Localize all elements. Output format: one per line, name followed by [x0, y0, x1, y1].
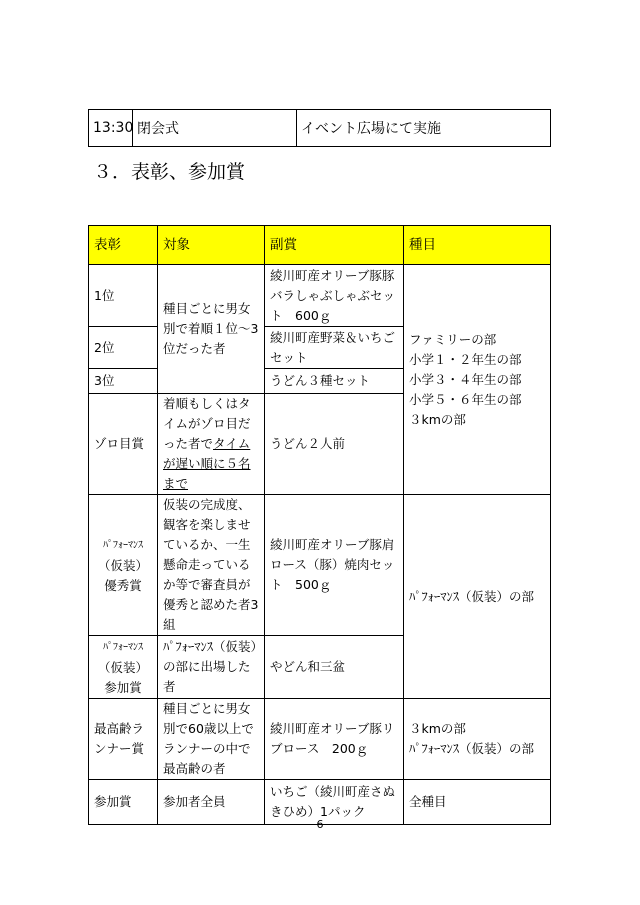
schedule-time: 13:30 — [89, 110, 133, 147]
award-perf-excellence — [89, 495, 158, 636]
prize-rank1: 綾川町産オリーブ豚豚バラしゃぶしゃぶセット 600ｇ — [265, 265, 404, 327]
rank-category-line: 小学５・６年生の部 — [409, 391, 522, 407]
perf-category: ﾊﾟﾌｫｰﾏﾝｽ（仮装）の部 — [404, 495, 551, 699]
award-perf-participation — [89, 636, 158, 699]
award-perf-line: 優秀賞 — [104, 578, 142, 593]
rank-category-line: ３kmの部 — [409, 411, 466, 427]
oldest-category — [404, 699, 551, 780]
zoro-target-underlined: タイムが遅い順に５名まで — [163, 436, 251, 491]
participation-category: 全種目 — [404, 780, 551, 825]
award-table — [88, 225, 551, 825]
award-perf-line: ﾊﾟﾌｫｰﾏﾝｽ — [103, 642, 143, 653]
schedule-row-table — [88, 109, 551, 147]
table-row-oldest — [89, 699, 551, 780]
award-perf-line: ﾊﾟﾌｫｰﾏﾝｽ — [103, 540, 143, 551]
header-target: 対象 — [158, 226, 265, 265]
prize-perf-participation: やどん和三盆 — [265, 636, 404, 699]
schedule-event: 閉会式 — [133, 110, 297, 147]
award-rank3: 3位 — [89, 369, 158, 394]
table-row-rank1 — [89, 265, 551, 327]
award-oldest: 最高齢ランナー賞 — [89, 699, 158, 780]
award-participation: 参加賞 — [89, 780, 158, 825]
award-rank1: 1位 — [89, 265, 158, 327]
prize-perf-excellence: 綾川町産オリーブ豚肩ロース（豚）焼肉セット 500ｇ — [265, 495, 404, 636]
oldest-category-line: ﾊﾟﾌｫｰﾏﾝｽ（仮装）の部 — [409, 741, 535, 756]
header-prize: 副賞 — [265, 226, 404, 265]
prize-rank2: 綾川町産野菜＆いちごセット — [265, 327, 404, 369]
page-number: 6 — [316, 818, 324, 831]
participation-target: 参加者全員 — [158, 780, 265, 825]
rank-target: 種目ごとに男女別で着順１位～3位だった者 — [158, 265, 265, 394]
rank-category — [404, 265, 551, 495]
award-perf-line: （仮装） — [97, 558, 148, 573]
header-category: 種目 — [404, 226, 551, 265]
table-header-row — [89, 226, 551, 265]
perf-participation-target: ﾊﾟﾌｫｰﾏﾝｽ（仮装）の部に出場した者 — [158, 636, 265, 699]
award-rank2: 2位 — [89, 327, 158, 369]
award-perf-line: （仮装） — [97, 660, 148, 675]
rank-category-line: ファミリーの部 — [409, 331, 497, 347]
schedule-note: イベント広場にて実施 — [297, 110, 551, 147]
zoro-target — [158, 394, 265, 495]
header-award: 表彰 — [89, 226, 158, 265]
rank-category-line: 小学１・２年生の部 — [409, 351, 522, 367]
oldest-category-line: ３kmの部 — [409, 721, 466, 736]
table-row-perf-excellence — [89, 495, 551, 636]
rank-category-line: 小学３・４年生の部 — [409, 371, 522, 387]
section-heading: ３．表彰、参加賞 — [93, 161, 246, 183]
perf-excellence-target: 仮装の完成度、観客を楽しませているか、一生懸命走っているか等で審査員が優秀と認めた者3組 — [158, 495, 265, 636]
prize-rank3: うどん３種セット — [265, 369, 404, 394]
prize-participation: いちご（綾川町産さぬきひめ）1パック — [265, 780, 404, 825]
prize-zoro: うどん２人前 — [265, 394, 404, 495]
schedule-row — [89, 110, 551, 147]
award-zoro: ゾロ目賞 — [89, 394, 158, 495]
award-perf-line: 参加賞 — [104, 680, 142, 695]
prize-oldest: 綾川町産オリーブ豚リブロース 200ｇ — [265, 699, 404, 780]
oldest-target: 種目ごとに男女別で60歳以上でランナーの中で最高齢の者 — [158, 699, 265, 780]
zoro-target-text: 着順もしくはタイムがゾロ目だった者で — [163, 396, 251, 451]
